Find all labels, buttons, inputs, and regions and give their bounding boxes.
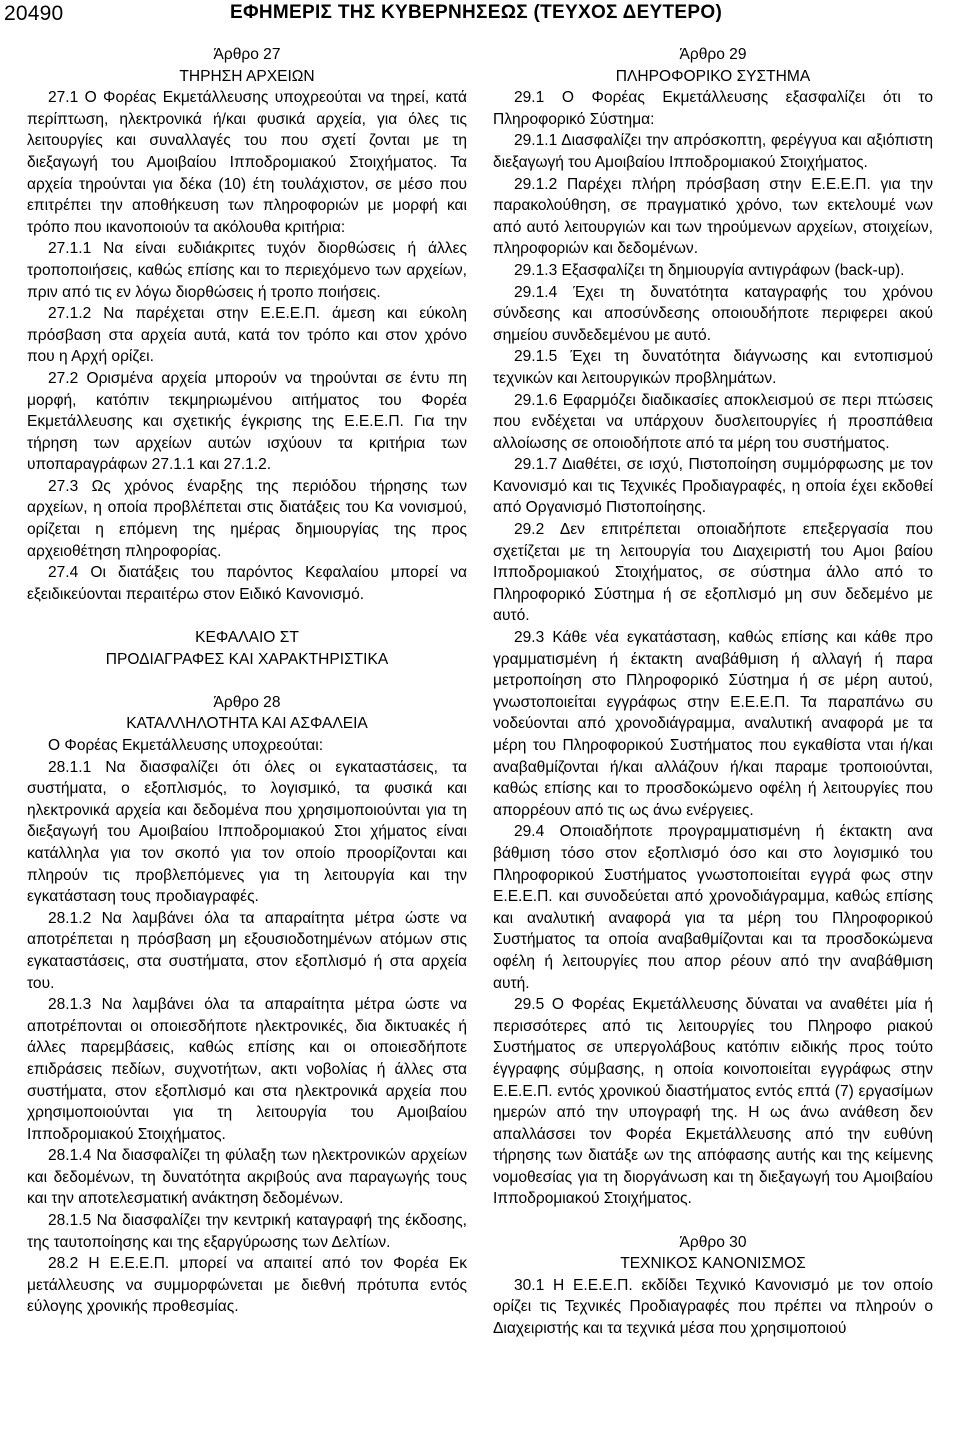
section-heading: ΠΛΗΡΟΦΟΡΙΚΟ ΣΥΣΤΗΜΑ [615, 67, 811, 85]
paragraph: 28.1.4 Να διασφαλίζει τη φύλαξη των ηλεκτρονικών αρχείων και δεδομένων, τη δυνατότητα ακριβούς ανα παραγωγής τους και την αποτελεσματική ανάκτηση δεδομένων. [27, 1147, 467, 1208]
section-heading: ΤΗΡΗΣΗ ΑΡΧΕΙΩΝ [179, 67, 315, 85]
paragraph: 29.5 Ο Φορέας Εκμετάλλευσης δύναται να αναθέτει μία ή περισσότερες από τις λειτουργίες του Πληροφο ριακού Συστήματος σε υπεργολάβους κατόπιν ειδικής προς τούτο έγγραφης σύμβασης, η οποία κοινοποιείται εγγράφως στην Ε.Ε.Ε.Π. εντός χρονικού διαστήματος εντός επτά (7) εργασίμων ημερών από την υπογραφή της. Η ως άνω ανάθεση δεν απαλλάσσει τον Φορέα Εκμετάλλευσης από την ευθύνη τήρησης των διατάξε ων της απόφασης αυτής και της κείμενης νομοθεσίας για τη διοργάνωση και τη διεξαγωγή του Αμοιβαίου Ιπποδρομιακού Στοιχήματος. [493, 996, 933, 1208]
paragraph: 29.1.3 Εξασφαλίζει τη δημιουργία αντιγράφων (back-up). [514, 261, 905, 279]
paragraph: 30.1 Η Ε.Ε.Ε.Π. εκδίδει Τεχνικό Κανονισμό με τον οποίο ορίζει τις Τεχνικές Προδιαγραφές που πρέπει να πληρούν ο Διαχειριστής και τα τεχνικά μέσα που χρησιμοποιού [493, 1276, 933, 1338]
page-header [0, 0, 960, 40]
paragraph: 29.1.7 Διαθέτει, σε ισχύ, Πιστοποίηση συμμόρφωσης με τον Κανονισμό και τις Τεχνικές Προδιαγραφές, η οποία έχει εκδοθεί από Οργανισμό Πιστοποίησης. [493, 456, 933, 517]
paragraph: 29.4 Οποιαδήποτε προγραμματισμένη ή έκτακτη ανα βάθμιση τόσο στον εξοπλισμό όσο και στο λογισμικό του Πληροφορικού Συστήματος γνωστοποιείται εγγρά φως στην Ε.Ε.Ε.Π. και συνοδεύεται από χρονοδιάγραμμα, καθώς επίσης και αναλυτική αναφορά για τα μέρη του Πληροφορικού Συστήματος τα οποία αναβαθμίζονται και τα προσδοκώμενα οφέλη ή λειτουργίες που απορ ρέουν από την αναβάθμιση αυτή. [493, 823, 933, 992]
paragraph: 29.2 Δεν επιτρέπεται οποιαδήποτε επεξεργασία που σχετίζεται με τη λειτουργία του Διαχειριστή του Αμοι βαίου Ιπποδρομιακού Στοιχήματος, σε σύστημα άλλο από το Πληροφορικό Σύστημα ή σε εξοπλισμό μη συν δεδεμένο με αυτό. [493, 521, 933, 625]
section-heading: ΠΡΟΔΙΑΓΡΑΦΕΣ ΚΑΙ ΧΑΡΑΚΤΗΡΙΣΤΙΚΑ [105, 650, 389, 668]
gazette-title: ΕΦΗΜΕΡΙΣ ΤΗΣ ΚΥΒΕΡΝΗΣΕΩΣ (ΤΕΥΧΟΣ ΔΕΥΤΕΡΟ) [230, 2, 723, 23]
paragraph: 28.1.1 Να διασφαλίζει ότι όλες οι εγκαταστάσεις, τα συστήματα, ο εξοπλισμός, το λογισμικό, τα φυσικά και ηλεκτρονικά αρχεία και δεδομένα που χρησιμοποιούνται για τη διεξαγωγή του Αμοιβαίου Ιπποδρομιακού Στοι χήματος είναι κατάλληλα για τον σκοπό για τον οποίο προορίζονται και πληρούν τις προβλεπόμενες για τη λειτουργία και την εγκατάσταση τους προδιαγραφές. [27, 758, 467, 906]
paragraph: 29.1.1 Διασφαλίζει την απρόσκοπτη, φερέγγυα και αξιόπιστη διεξαγωγή του Αμοιβαίου Ιπποδρομιακού Στοιχήματος. [493, 132, 933, 171]
section-heading: Άρθρο 29 [679, 46, 747, 63]
right-column [493, 44, 933, 1340]
paragraph: 29.3 Κάθε νέα εγκατάσταση, καθώς επίσης και κάθε προ γραμματισμένη ή έκτακτη αναβάθμιση ή αλλαγή ή παρα μετροποίηση στο Πληροφορικό Σύστημα ή σε μέρη αυτού, γνωστοποιείται εγγράφως στην Ε.Ε.Ε.Π. Τα παραπάνω συ νοδεύονται από χρονοδιάγραμμα, αναλυτική αναφορά με τα μέρη του Πληροφορικού Συστήματος που εγκαθίστα νται ή/και αναβαθμίζονται ή/και αλλάζουν ή/και παραμε τροποιούνται, καθώς επίσης και το προσδοκώμενο οφέλη ή λειτουργίες που απορρέουν από τις ως άνω ενέργειες. [493, 629, 933, 819]
section-spacer [27, 605, 467, 627]
section-heading: Άρθρο 28 [213, 693, 281, 711]
paragraph: 28.2 Η Ε.Ε.Ε.Π. μπορεί να απαιτεί από τον Φορέα Εκ μετάλλευσης να συμμορφώνεται με διεθνή πρότυπα εντός εύλογης χρονικής προθεσμίας. [27, 1255, 467, 1316]
paragraph: 29.1.5 Έχει τη δυνατότητα διάγνωσης και εντοπισμού τεχνικών και λειτουργικών προβλημάτων. [493, 348, 933, 387]
section-heading: ΚΑΤΑΛΛΗΛΟΤΗΤΑ ΚΑΙ ΑΣΦΑΛΕΙΑ [126, 715, 368, 733]
section-heading: ΚΕΦΑΛΑΙΟ ΣΤ [195, 629, 299, 647]
section-heading: Άρθρο 30 [679, 1233, 747, 1251]
page-number: 20490 [4, 2, 64, 25]
paragraph: 27.1.1 Να είναι ευδιάκριτες τυχόν διορθώσεις ή άλλες τροποποιήσεις, καθώς επίσης και το περιεχόμενο των αρχείων, πριν από τις εν λόγω διορθώσεις ή τροπο ποιήσεις. [27, 240, 467, 301]
paragraph: 29.1.4 Έχει τη δυνατότητα καταγραφής του χρόνου σύνδεσης και αποσύνδεσης οποιουδήποτε περιφερει ακού σημείου συνδεδεμένου με αυτό. [493, 283, 933, 344]
section-spacer [27, 670, 467, 692]
paragraph: 29.1.6 Εφαρμόζει διαδικασίες αποκλεισμού σε περι πτώσεις που ενδέχεται να υπάρχουν δυσλειτουργίες ή προσπάθεια αλλοίωσης σε οποιοδήποτε από τα μέρη του συστήματος. [493, 391, 933, 452]
paragraph: 29.1.2 Παρέχει πλήρη πρόσβαση στην Ε.Ε.Ε.Π. για την παρακολούθηση, σε πραγματικό χρόνο, των εκτελουμέ νων από αυτό λειτουργιών και των τηρούμενων αρχείων, στοιχείων, πληροφοριών και δεδομένων. [493, 175, 933, 258]
paragraph: 27.3 Ως χρόνος έναρξης της περιόδου τήρησης των αρχείων, η οποία προβλέπεται στις διατάξεις του Κα νονισμού, ορίζεται η επόμενη της ημέρας δημιουργίας της προς αρχειοθέτηση πληροφορίας. [27, 477, 467, 560]
paragraph: Ο Φορέας Εκμετάλλευσης υποχρεούται: [48, 737, 324, 754]
paragraph: 27.2 Ορισμένα αρχεία μπορούν να τηρούνται σε έντυ πη μορφή, κατόπιν τεκμηριωμένου αιτήματος του Φορέα Εκμετάλλευσης και σχετικής έγκρισης της Ε.Ε.Ε.Π. Για την τήρηση των αρχείων αυτών ισχύουν τα κριτήρια των υποπαραγράφων 27.1.1 και 27.1.2. [27, 369, 467, 474]
paragraph: 27.4 Οι διατάξεις του παρόντος Κεφαλαίου μπορεί να εξειδικεύονται περαιτέρω στον Ειδικό Κανονισμό. [27, 564, 467, 603]
paragraph: 27.1 Ο Φορέας Εκμετάλλευσης υποχρεούται να τηρεί, κατά περίπτωση, ηλεκτρονικά ή/και φυσικά αρχεία, για όλες τις λειτουργίες και συναλλαγές του που σχετί ζονται με τη διεξαγωγή του Αμοιβαίου Ιπποδρομιακού Στοιχήματος. Τα αρχεία τηρούνται για δέκα (10) έτη τουλάχιστον, σε μέσο που επιτρέπει την αποθήκευση των πληροφοριών με μορφή και τρόπο που ικανοποιούν τα ακόλουθα κριτήρια: [27, 89, 467, 236]
left-column [27, 44, 467, 1318]
paragraph: 29.1 Ο Φορέας Εκμετάλλευσης εξασφαλίζει ότι το Πληροφορικό Σύστημα: [493, 89, 933, 128]
paragraph: 28.1.3 Να λαμβάνει όλα τα απαραίτητα μέτρα ώστε να αποτρέπονται οι οποιεσδήποτε ηλεκτρονικές, δια δικτυακές ή άλλες παρεμβάσεις, καθώς επίσης και οι οποιεσδήποτε επιδράσεις πεδίων, συχνοτήτων, ακτι νοβολίας ή άλλες στα συστήματα, στον εξοπλισμό και στα ηλεκτρονικά αρχεία που χρησιμοποιούνται για τη λειτουργία του Αμοιβαίου Ιπποδρομιακού Στοιχήματος. [27, 996, 467, 1143]
paragraph: 27.1.2 Να παρέχεται στην Ε.Ε.Ε.Π. άμεση και εύκολη πρόσβαση στα αρχεία αυτά, κατά τον τρόπο και στον χρόνο που η Αρχή ορίζει. [27, 305, 467, 366]
section-heading: ΤΕΧΝΙΚΟΣ ΚΑΝΟΝΙΣΜΟΣ [620, 1255, 806, 1273]
paragraph: 28.1.5 Να διασφαλίζει την κεντρική καταγραφή της έκδοσης, της ταυτοποίησης και της εξαργύρωσης των Δελτίων. [27, 1212, 467, 1251]
section-heading: Άρθρο 27 [213, 46, 281, 63]
paragraph: 28.1.2 Να λαμβάνει όλα τα απαραίτητα μέτρα ώστε να αποτρέπεται η πρόσβαση μη εξουσιοδοτημένων ατόμων στις εγκαταστάσεις, στα συστήματα, στον εξοπλισμό ή στα αρχεία του. [27, 909, 467, 992]
section-spacer [493, 1210, 933, 1232]
